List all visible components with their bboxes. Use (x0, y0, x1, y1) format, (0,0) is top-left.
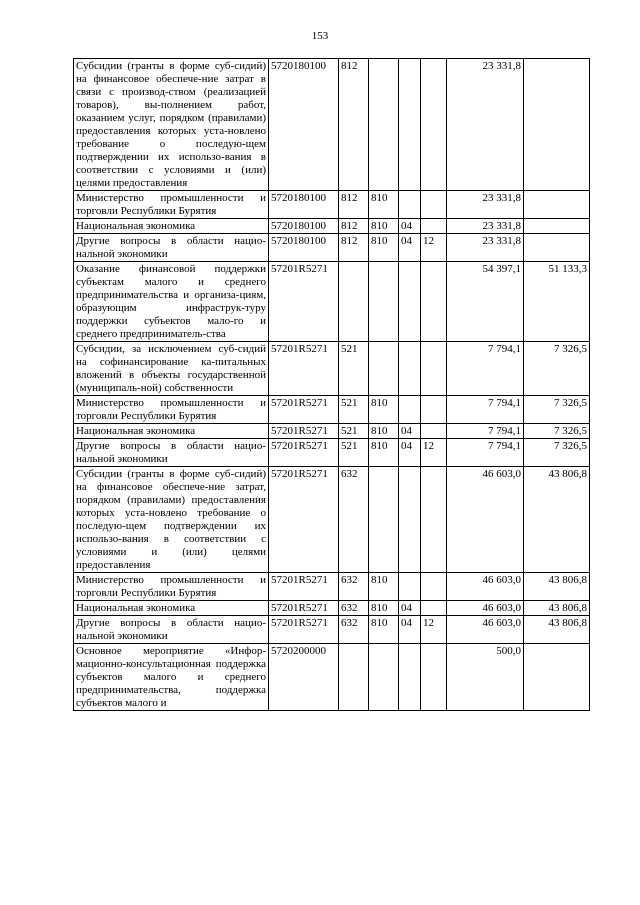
amount-year2-cell (524, 644, 590, 711)
table-row (74, 601, 590, 616)
expense-type-code-cell: 812 (339, 191, 369, 219)
expense-type-code-cell: 521 (339, 342, 369, 396)
row-name-cell: Национальная экономика (74, 424, 269, 439)
section-code-cell: 04 (399, 234, 421, 262)
row-name-cell: Министерство промышленности и торговли Республики Бурятия (74, 573, 269, 601)
amount-year1-cell: 7 794,1 (447, 424, 524, 439)
expense-type-code-cell: 521 (339, 424, 369, 439)
amount-year1-cell: 7 794,1 (447, 396, 524, 424)
table-row (74, 424, 590, 439)
section-code-cell: 04 (399, 424, 421, 439)
administrator-code-cell (369, 262, 399, 342)
amount-year1-cell: 23 331,8 (447, 234, 524, 262)
section-code-cell: 04 (399, 219, 421, 234)
section-code-cell (399, 342, 421, 396)
expense-type-code-cell: 632 (339, 467, 369, 573)
table-row (74, 234, 590, 262)
section-code-cell (399, 396, 421, 424)
target-article-code-cell: 5720180100 (269, 191, 339, 219)
amount-year1-cell: 7 794,1 (447, 342, 524, 396)
administrator-code-cell: 810 (369, 396, 399, 424)
subsection-code-cell (421, 467, 447, 573)
administrator-code-cell: 810 (369, 234, 399, 262)
section-code-cell: 04 (399, 616, 421, 644)
page-number: 153 (311, 30, 329, 42)
amount-year1-cell: 23 331,8 (447, 59, 524, 191)
target-article-code-cell: 57201R5271 (269, 424, 339, 439)
table-row (74, 219, 590, 234)
expense-type-code-cell: 812 (339, 219, 369, 234)
administrator-code-cell (369, 342, 399, 396)
target-article-code-cell: 57201R5271 (269, 573, 339, 601)
table-row (74, 262, 590, 342)
expense-type-code-cell (339, 644, 369, 711)
table-row (74, 59, 590, 191)
expense-type-code-cell: 521 (339, 396, 369, 424)
target-article-code-cell: 5720200000 (269, 644, 339, 711)
section-code-cell: 04 (399, 439, 421, 467)
target-article-code-cell: 57201R5271 (269, 262, 339, 342)
amount-year2-cell (524, 59, 590, 191)
amount-year1-cell: 500,0 (447, 644, 524, 711)
amount-year1-cell: 46 603,0 (447, 616, 524, 644)
table-row (74, 467, 590, 573)
administrator-code-cell: 810 (369, 439, 399, 467)
administrator-code-cell: 810 (369, 573, 399, 601)
target-article-code-cell: 5720180100 (269, 59, 339, 191)
amount-year2-cell: 43 806,8 (524, 573, 590, 601)
row-name-cell: Министерство промышленности и торговли Республики Бурятия (74, 396, 269, 424)
table-row (74, 342, 590, 396)
target-article-code-cell: 57201R5271 (269, 342, 339, 396)
amount-year2-cell: 43 806,8 (524, 467, 590, 573)
section-code-cell: 04 (399, 601, 421, 616)
amount-year2-cell: 7 326,5 (524, 342, 590, 396)
amount-year2-cell: 7 326,5 (524, 396, 590, 424)
administrator-code-cell: 810 (369, 601, 399, 616)
row-name-cell: Субсидии (гранты в форме суб-сидий) на финансовое обеспече-ние затрат, порядком (правилами) предоставления которых уста-новлено требование о последую-щем подтверждении их использо-вания в соответствии с условиями и (или) целями предоставления (74, 467, 269, 573)
expense-type-code-cell: 812 (339, 59, 369, 191)
amount-year1-cell: 23 331,8 (447, 191, 524, 219)
expense-type-code-cell: 632 (339, 573, 369, 601)
amount-year1-cell: 23 331,8 (447, 219, 524, 234)
budget-table (73, 58, 590, 711)
table-row (74, 396, 590, 424)
subsection-code-cell (421, 644, 447, 711)
row-name-cell: Другие вопросы в области нацио-нальной экономики (74, 439, 269, 467)
subsection-code-cell (421, 601, 447, 616)
amount-year1-cell: 46 603,0 (447, 573, 524, 601)
subsection-code-cell: 12 (421, 439, 447, 467)
amount-year2-cell: 7 326,5 (524, 424, 590, 439)
expense-type-code-cell (339, 262, 369, 342)
target-article-code-cell: 5720180100 (269, 219, 339, 234)
target-article-code-cell: 57201R5271 (269, 439, 339, 467)
amount-year2-cell (524, 219, 590, 234)
administrator-code-cell (369, 467, 399, 573)
administrator-code-cell: 810 (369, 616, 399, 644)
subsection-code-cell (421, 191, 447, 219)
table-row (74, 616, 590, 644)
administrator-code-cell (369, 644, 399, 711)
row-name-cell: Национальная экономика (74, 219, 269, 234)
administrator-code-cell: 810 (369, 219, 399, 234)
row-name-cell: Министерство промышленности и торговли Республики Бурятия (74, 191, 269, 219)
row-name-cell: Национальная экономика (74, 601, 269, 616)
amount-year2-cell: 51 133,3 (524, 262, 590, 342)
subsection-code-cell (421, 262, 447, 342)
administrator-code-cell (369, 59, 399, 191)
table-row (74, 191, 590, 219)
row-name-cell: Другие вопросы в области нацио-нальной экономики (74, 234, 269, 262)
section-code-cell (399, 644, 421, 711)
expense-type-code-cell: 632 (339, 616, 369, 644)
amount-year1-cell: 7 794,1 (447, 439, 524, 467)
row-name-cell: Другие вопросы в области нацио-нальной экономики (74, 616, 269, 644)
row-name-cell: Субсидии, за исключением суб-сидий на софинансирование ка-питальных вложений в объекты государственной (муниципаль-ной) собственности (74, 342, 269, 396)
subsection-code-cell (421, 424, 447, 439)
row-name-cell: Основное мероприятие «Инфор-мационно-консультационная поддержка субъектов малого и среднего предпринимательства, поддержка субъектов малого и (74, 644, 269, 711)
administrator-code-cell: 810 (369, 424, 399, 439)
subsection-code-cell (421, 219, 447, 234)
section-code-cell (399, 191, 421, 219)
target-article-code-cell: 57201R5271 (269, 467, 339, 573)
expense-type-code-cell: 521 (339, 439, 369, 467)
subsection-code-cell (421, 342, 447, 396)
subsection-code-cell (421, 573, 447, 601)
table-row (74, 573, 590, 601)
section-code-cell (399, 467, 421, 573)
amount-year1-cell: 54 397,1 (447, 262, 524, 342)
target-article-code-cell: 57201R5271 (269, 601, 339, 616)
expense-type-code-cell: 812 (339, 234, 369, 262)
subsection-code-cell (421, 59, 447, 191)
section-code-cell (399, 573, 421, 601)
subsection-code-cell: 12 (421, 616, 447, 644)
section-code-cell (399, 59, 421, 191)
target-article-code-cell: 5720180100 (269, 234, 339, 262)
table-row (74, 644, 590, 711)
amount-year2-cell (524, 234, 590, 262)
subsection-code-cell (421, 396, 447, 424)
target-article-code-cell: 57201R5271 (269, 616, 339, 644)
administrator-code-cell: 810 (369, 191, 399, 219)
amount-year1-cell: 46 603,0 (447, 467, 524, 573)
subsection-code-cell: 12 (421, 234, 447, 262)
row-name-cell: Субсидии (гранты в форме суб-сидий) на финансовое обеспече-ние затрат в связи с производ-ством (реализацией товаров), вы-полнением работ, оказанием услуг, порядком (правилами) предоставления которых уста-новлено требование о последую-щем подтверждении их использо-вания в соответствии с условиями и (или) целями предоставления (74, 59, 269, 191)
amount-year1-cell: 46 603,0 (447, 601, 524, 616)
table-row (74, 439, 590, 467)
amount-year2-cell: 43 806,8 (524, 601, 590, 616)
amount-year2-cell: 43 806,8 (524, 616, 590, 644)
section-code-cell (399, 262, 421, 342)
amount-year2-cell: 7 326,5 (524, 439, 590, 467)
amount-year2-cell (524, 191, 590, 219)
row-name-cell: Оказание финансовой поддержки субъектам малого и среднего предпринимательства и организа-циям, образующим инфраструк-туру поддержки субъектов мало-го и среднего предприниматель-ства (74, 262, 269, 342)
target-article-code-cell: 57201R5271 (269, 396, 339, 424)
expense-type-code-cell: 632 (339, 601, 369, 616)
